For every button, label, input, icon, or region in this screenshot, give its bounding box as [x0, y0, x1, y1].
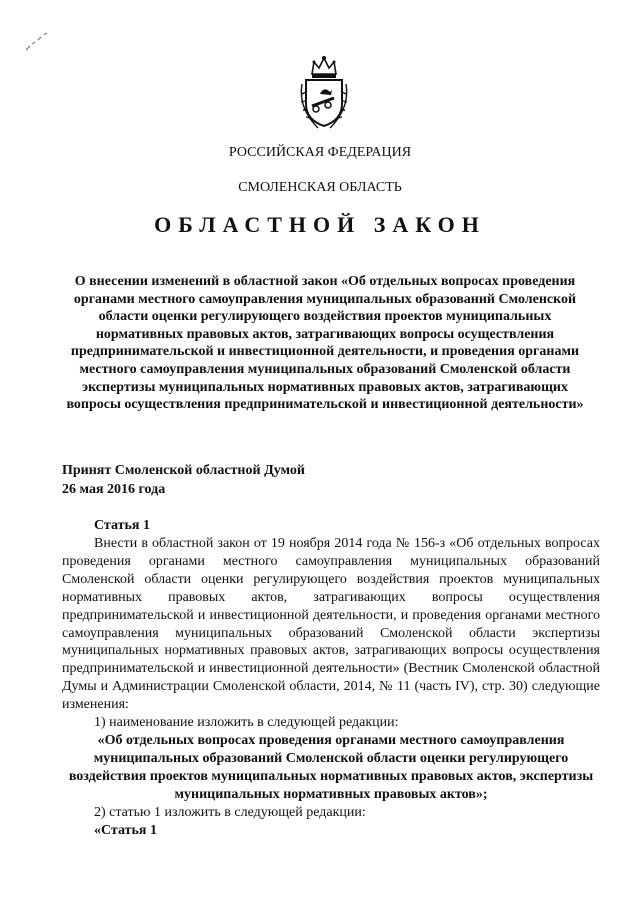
- item-1: 1) наименование изложить в следующей редакции:: [94, 715, 399, 731]
- country-heading: РОССИЙСКАЯ ФЕДЕРАЦИЯ: [228, 145, 412, 160]
- item-2-heading: «Статья 1: [94, 822, 157, 838]
- document-title: ОБЛАСТНОЙ ЗАКОН: [154, 212, 486, 237]
- adoption-info: [62, 461, 305, 499]
- scan-mark: [16, 20, 56, 60]
- item-1-new-title: «Об отдельных вопросах проведения органами местного самоуправления муниципальных образований Смоленской области оценки регулирующего воздействия проектов муниципальных нормативных правовых актов, экспертизы муниципальных нормативных правовых актов»;: [68, 732, 594, 802]
- law-subject: О внесении изменений в областной закон «Об отдельных вопросах проведения органами местного самоуправления муниципальных образований Смоленской области оценки регулирующего воздействия проектов муниципальных нормативных правовых актов, затрагивающих вопросы осуществления предпринимательской и инвестиционной деятельности, и проведения органами местного самоуправления муниципальных образований Смоленской области экспертизы муниципальных нормативных правовых актов, затрагивающих вопросы осуществления предпринимательской и инвестиционной деятельности»: [66, 274, 584, 413]
- coat-of-arms-icon: [298, 54, 350, 130]
- article-1-title: Статья 1: [94, 518, 150, 533]
- article-1-body: [62, 535, 600, 839]
- adopted-date: 26 мая 2016 года: [62, 482, 166, 497]
- region-heading: СМОЛЕНСКАЯ ОБЛАСТЬ: [238, 180, 402, 195]
- adopted-by: Принят Смоленской областной Думой: [62, 463, 305, 478]
- item-2: 2) статью 1 изложить в следующей редакции:: [94, 804, 366, 820]
- article-1-intro: Внести в областной закон от 19 ноября 2014 года № 156-з «Об отдельных вопросах проведения органами местного самоуправления муниципальных образований Смоленской области оценки регулирующего воздействия проектов муниципальных нормативных правовых актов, затрагивающих вопросы осуществления предпринимательской и инвестиционной деятельности, и проведения органами местного самоуправления муниципальных образований Смоленской области экспертизы муниципальных нормативных правовых актов, затрагивающих вопросы осуществления предпринимательской и инвестиционной деятельности» (Вестник Смоленской областной Думы и Администрации Смоленской области, 2014, № 11 (часть IV), стр. 30) следующие изменения:: [62, 536, 600, 713]
